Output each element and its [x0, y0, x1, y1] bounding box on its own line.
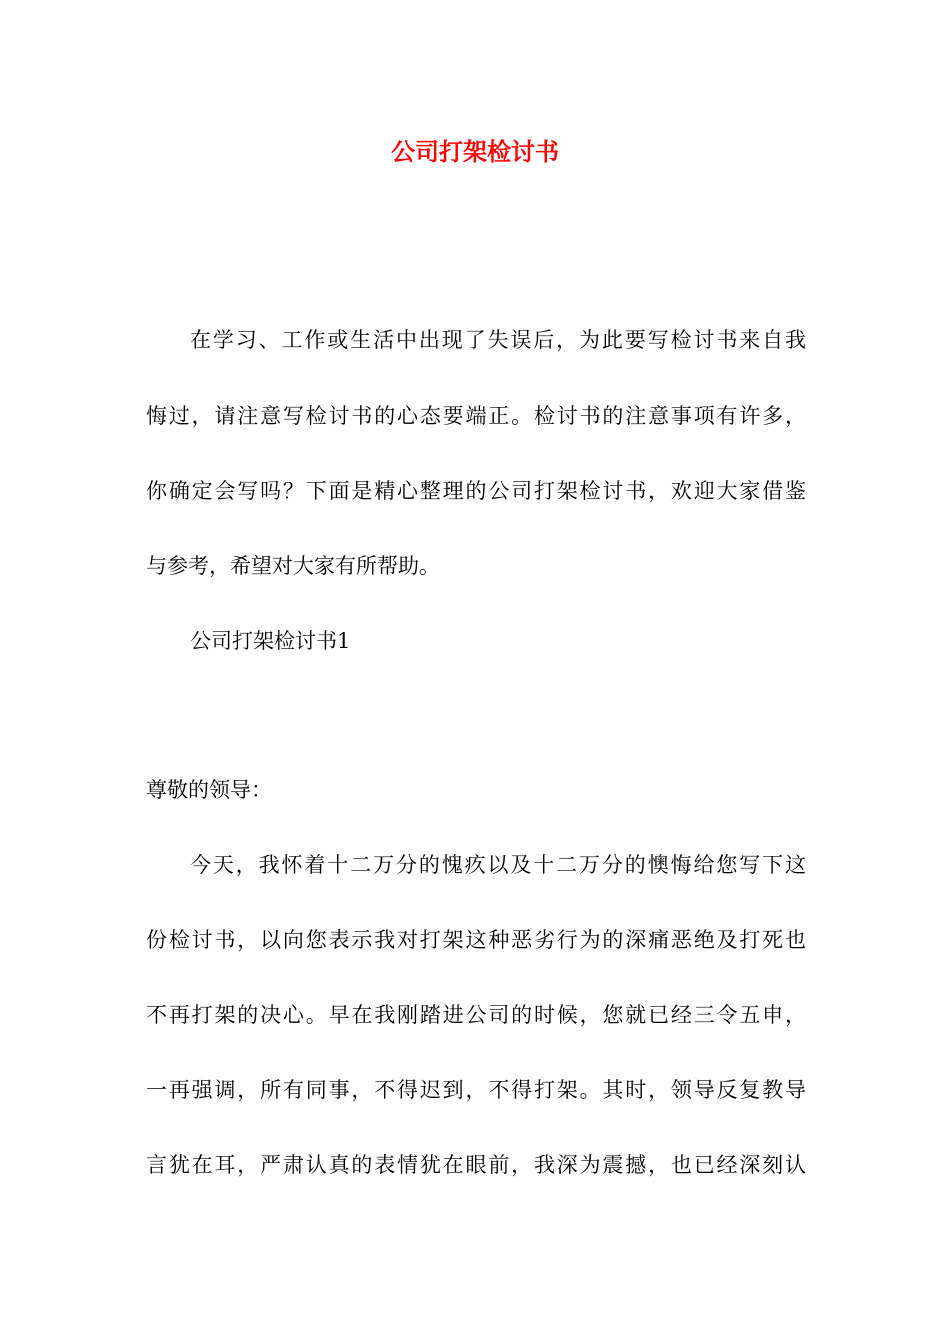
body-line: 不再打架的决心。早在我刚踏进公司的时候，您就已经三令五申， [146, 1003, 806, 1027]
body-line: 言犹在耳，严肃认真的表情犹在眼前，我深为震撼，也已经深刻认 [146, 1153, 806, 1177]
intro-line: 悔过，请注意写检讨书的心态要端正。检讨书的注意事项有许多， [146, 404, 806, 428]
intro-line: 在学习、工作或生活中出现了失误后，为此要写检讨书来自我 [190, 328, 806, 352]
intro-line: 与参考，希望对大家有所帮助。 [146, 554, 440, 578]
intro-line: 你确定会写吗？下面是精心整理的公司打架检讨书，欢迎大家借鉴 [146, 479, 806, 503]
body-line: 今天，我怀着十二万分的愧疚以及十二万分的懊悔给您写下这 [190, 853, 806, 877]
body-line: 份检讨书，以向您表示我对打架这种恶劣行为的深痛恶绝及打死也 [146, 928, 806, 952]
document-title: 公司打架检讨书 [391, 137, 559, 166]
salutation: 尊敬的领导： [146, 778, 272, 802]
body-line: 一再强调，所有同事，不得迟到，不得打架。其时，领导反复教导 [146, 1078, 806, 1102]
section-heading: 公司打架检讨书1 [190, 629, 351, 653]
